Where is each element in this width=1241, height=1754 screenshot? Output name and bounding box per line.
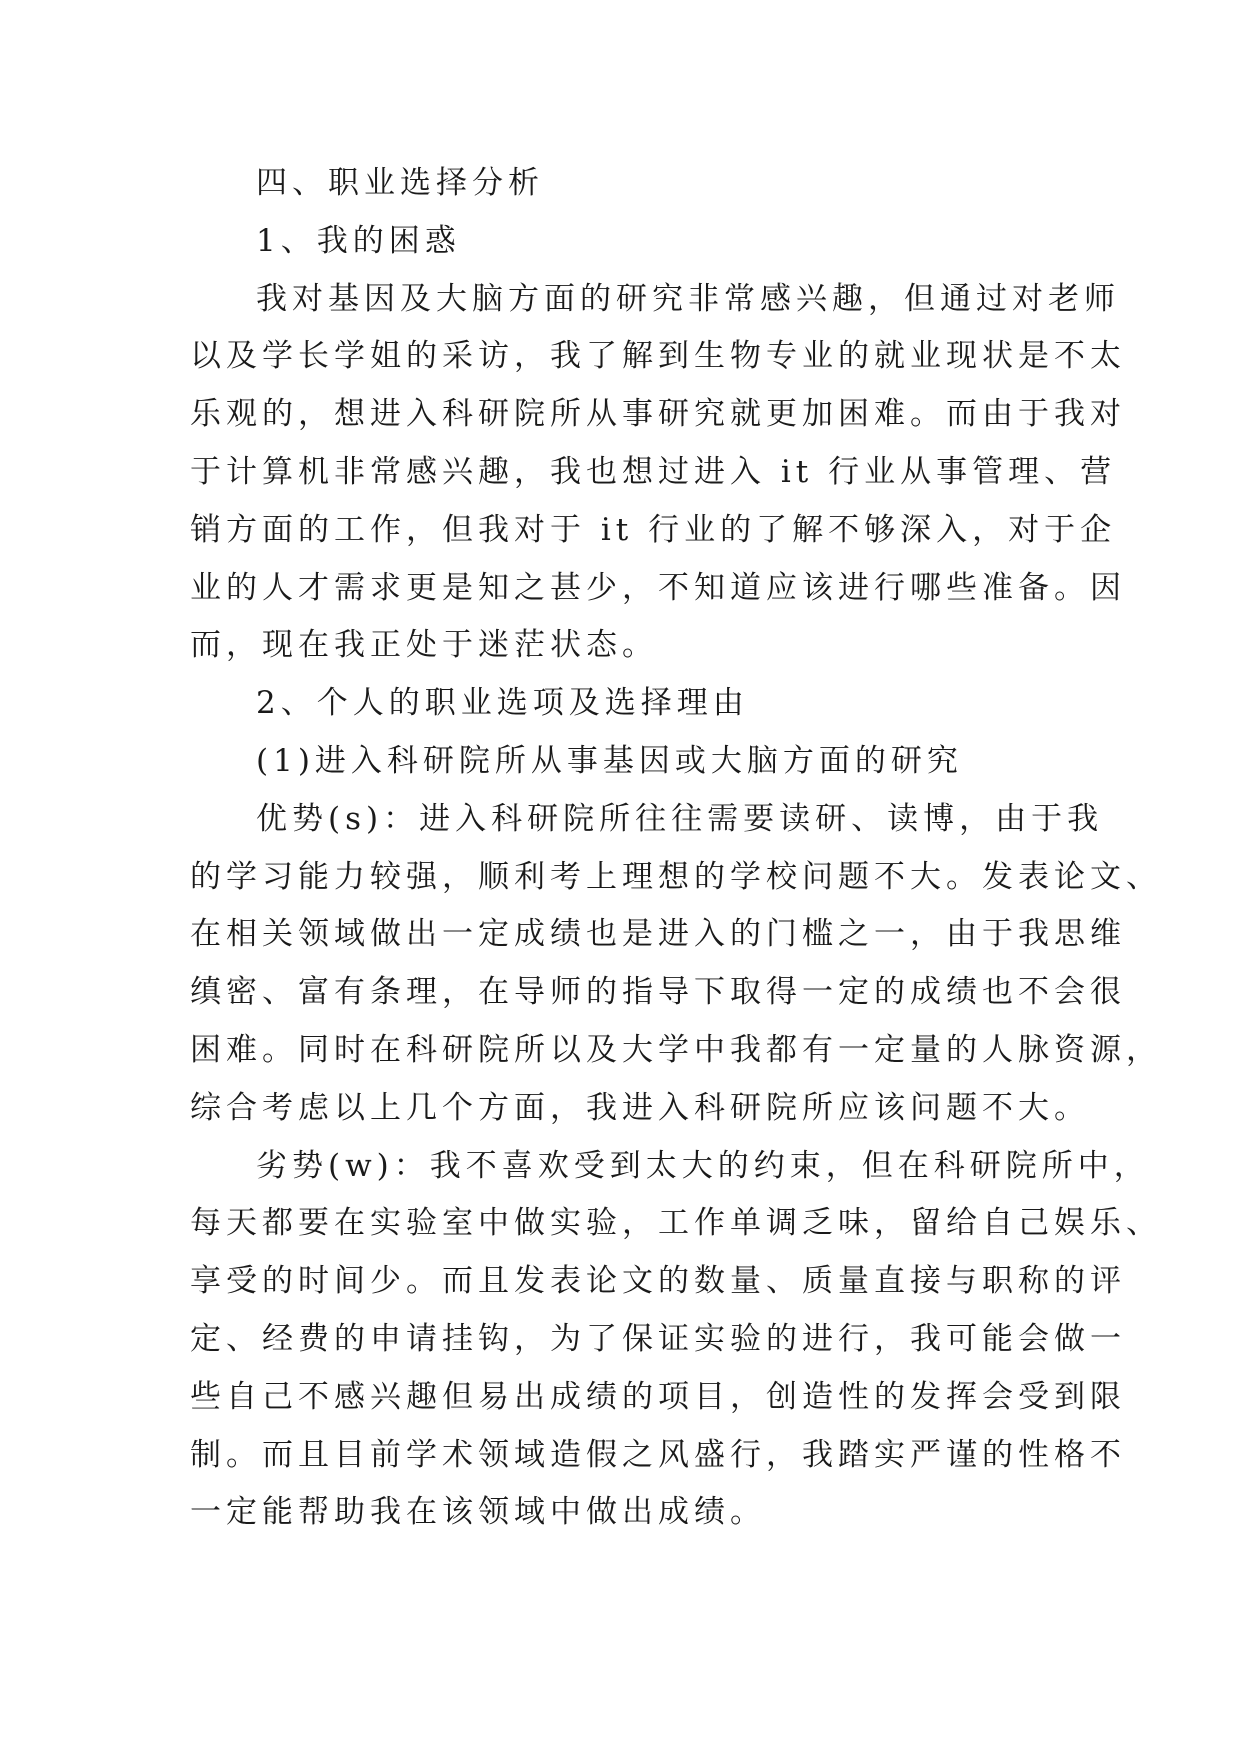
paragraph-line: 些自己不感兴趣但易出成绩的项目，创造性的发挥会受到限: [190, 1378, 1126, 1415]
paragraph-line: 缜密、富有条理，在导师的指导下取得一定的成绩也不会很: [190, 974, 1126, 1011]
paragraph-line: 劣势(w)：我不喜欢受到太大的约束，但在科研院所中，: [256, 1147, 1150, 1184]
paragraph-line: 一定能帮助我在该领域中做出成绩。: [190, 1494, 766, 1531]
paragraph-line: 于计算机非常感兴趣，我也想过进入 it 行业从事管理、营: [190, 453, 1117, 490]
paragraph-line: 在相关领域做出一定成绩也是进入的门槛之一，由于我思维: [190, 916, 1126, 953]
paragraph-line: 享受的时间少。而且发表论文的数量、质量直接与职称的评: [190, 1263, 1126, 1300]
paragraph-line: 定、经费的申请挂钩，为了保证实验的进行，我可能会做一: [190, 1320, 1126, 1357]
subheading-confusion: 1、我的困惑: [256, 222, 461, 259]
paragraph-line: 我对基因及大脑方面的研究非常感兴趣，但通过对老师: [256, 280, 1120, 317]
subheading-career-options: 2、个人的职业选项及选择理由: [256, 685, 749, 722]
subheading-option-1: (1)进入科研院所从事基因或大脑方面的研究: [256, 742, 963, 779]
paragraph-line: 的学习能力较强，顺利考上理想的学校问题不大。发表论文、: [190, 858, 1162, 895]
document-body: [190, 155, 1162, 1542]
paragraph-line: 而，现在我正处于迷茫状态。: [190, 627, 658, 664]
paragraph-line: 制。而且目前学术领域造假之风盛行，我踏实严谨的性格不: [190, 1436, 1126, 1473]
paragraph-line: 业的人才需求更是知之甚少，不知道应该进行哪些准备。因: [190, 569, 1126, 606]
paragraph-line: 综合考虑以上几个方面，我进入科研院所应该问题不大。: [190, 1089, 1090, 1126]
paragraph-line: 乐观的，想进入科研院所从事研究就更加困难。而由于我对: [190, 396, 1126, 433]
paragraph-line: 以及学长学姐的采访，我了解到生物专业的就业现状是不太: [190, 338, 1126, 375]
section-heading: 四、职业选择分析: [256, 165, 544, 201]
paragraph-line: 困难。同时在科研院所以及大学中我都有一定量的人脉资源，: [190, 1031, 1162, 1068]
paragraph-line: 每天都要在实验室中做实验，工作单调乏味，留给自己娱乐、: [190, 1205, 1162, 1242]
paragraph-line: 销方面的工作，但我对于 it 行业的了解不够深入，对于企: [190, 511, 1117, 548]
paragraph-line: 优势(s)：进入科研院所往往需要读研、读博，由于我: [256, 800, 1104, 837]
